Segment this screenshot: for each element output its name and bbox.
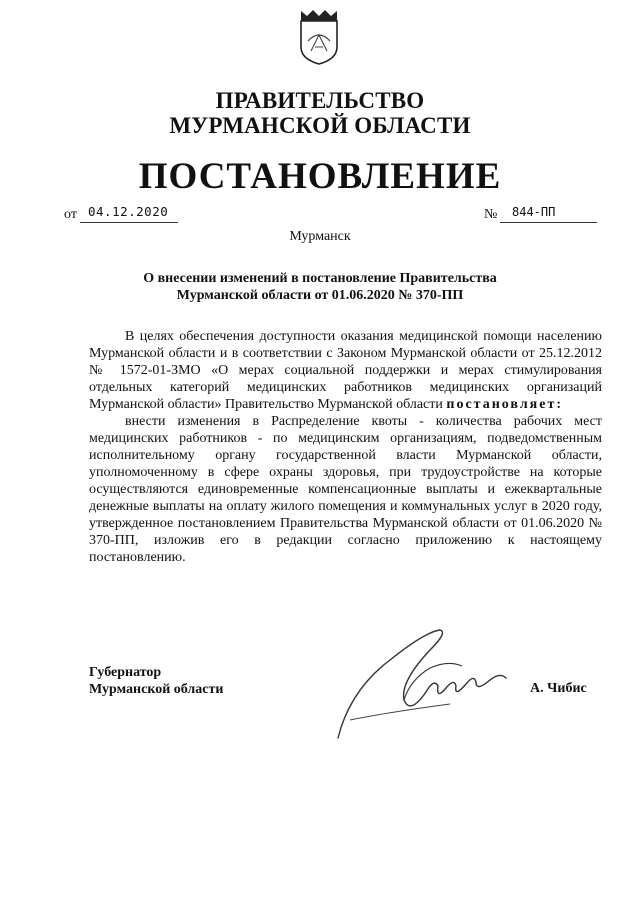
signer-title-line2: Мурманской области bbox=[89, 682, 224, 697]
paragraph-preamble bbox=[89, 328, 602, 413]
signer-title bbox=[89, 664, 223, 698]
signer-title-line1: Губернатор bbox=[89, 665, 162, 680]
date-prefix: от bbox=[64, 207, 77, 222]
resolution-keyword: постановляет: bbox=[446, 397, 563, 412]
document-date: 04.12.2020 bbox=[88, 204, 169, 219]
city-name: Мурманск bbox=[289, 229, 351, 244]
body-text bbox=[89, 328, 602, 566]
coat-of-arms-icon bbox=[297, 7, 341, 65]
subject-line1: О внесении изменений в постановление Правительства bbox=[143, 271, 497, 286]
subject-line2: Мурманской области от 01.06.2020 № 370-ПП bbox=[176, 288, 464, 303]
preamble-text: В целях обеспечения доступности оказания медицинской помощи населению Мурманской области и в соответствии с Законом Мурманской области от 25.12.2012 № 1572-01-ЗМО «О мерах социальной поддержки и мерах стимулирования отдельных категорий медицинских работников медицинских организаций Мурманской области» Правительство Мурманской области bbox=[89, 329, 602, 412]
document-number: 844-ПП bbox=[512, 205, 556, 219]
signature-icon bbox=[330, 620, 530, 750]
date-field bbox=[80, 204, 178, 223]
paragraph-decision: внести изменения в Распределение квоты - количества рабочих мест медицинских работников - по медицинским организациям, подведомственным исполнительному органу государственной власти Мурманской области, уполномоченному в сфере охраны здоровья, при трудоустройстве на которые осуществляются единовременные компенсационные выплаты и ежеквартальные денежные выплаты на оплату жилого помещения и коммунальных услуг в 2020 году, утвержденное постановлением Правительства Мурманской области от 01.06.2020 № 370-ПП, изложив его в редакции согласно приложению к настоящему постановлению. bbox=[89, 414, 602, 565]
document-type-title: ПОСТАНОВЛЕНИЕ bbox=[138, 156, 502, 197]
signer-name: А. Чибис bbox=[530, 681, 587, 696]
number-field bbox=[500, 204, 597, 223]
number-prefix: № bbox=[484, 207, 498, 222]
government-title-line2: МУРМАНСКОЙ ОБЛАСТИ bbox=[169, 113, 471, 138]
government-title-line1: ПРАВИТЕЛЬСТВО bbox=[215, 88, 425, 113]
